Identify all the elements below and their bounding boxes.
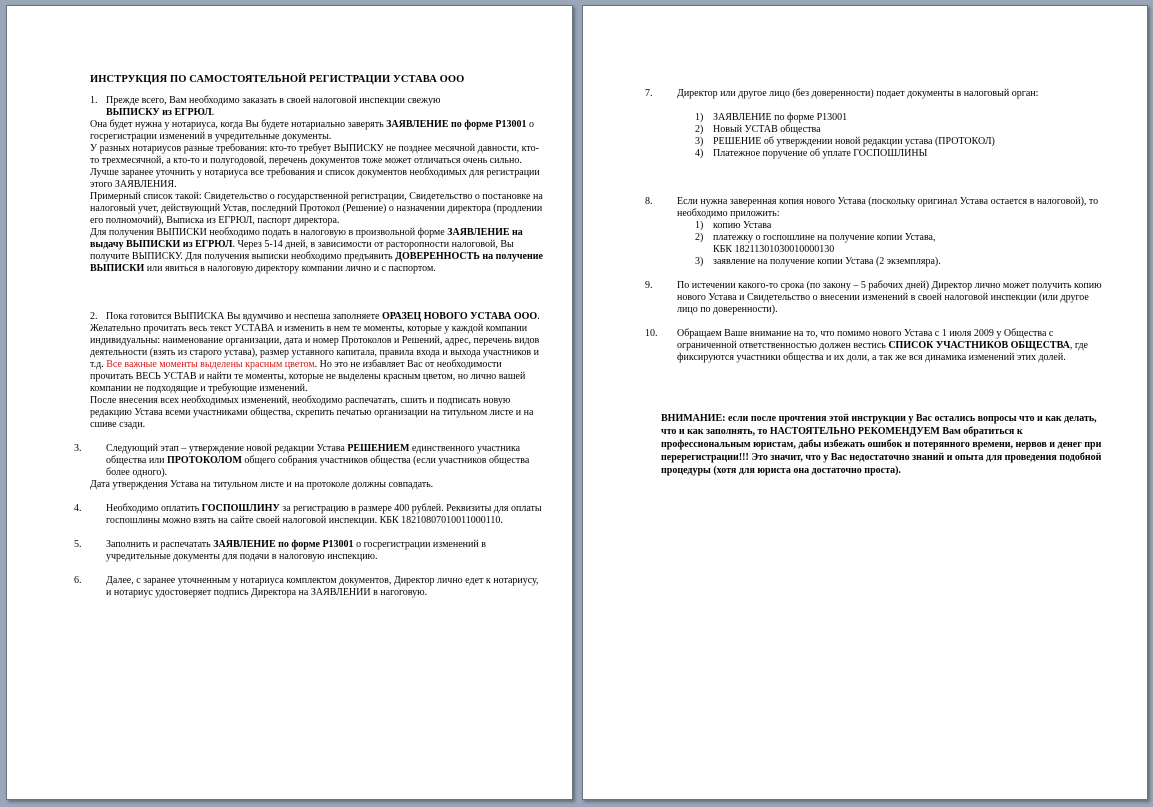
- copy-documents-list: [695, 220, 1105, 268]
- list-item: 1) копию Устава: [695, 220, 772, 231]
- section-2: 2. Пока готовится ВЫПИСКА Вы вдумчиво и неспеша заполняете ОРАЗЕЦ НОВОГО УСТАВА ООО. Желательно прочитать весь текст УСТАВА и изменить в нем те моменты, которые у каждой компании индивидуальны: наименование организации, дата и номер Протоколов и Решений, адрес, перечень видов деятельности (взять из старого устава), размер уставного капитала, правила входа и выхода участников и т.д. Все важные моменты выделены красным цветом. Но это не избавляет Вас от необходимости прочитать ВЕСЬ УСТАВ и найти те моменты, которые не выделены красным цветом, но лично вашей компании не подходящие и требующие изменений. После внесения всех необходимых изменений, необходимо распечатать, сшить и подписать новую редакцию Устава всеми участниками общества, скрепить печатью организации на титульном листе и на сшиве сзади.: [90, 311, 540, 430]
- section-number: 5.: [74, 539, 82, 550]
- section-7: 7. Директор или другое лицо (без доверенности) подает документы в налоговый орган: 1) ЗАЯВЛЕНИЕ по форме Р13001 2) Новый УСТАВ общества 3) РЕШЕНИЕ об утверждении новой редакции устава (ПРОТОКОЛ) 4) Платежное поручение об уплате ГОСПОШЛИНЫ: [661, 88, 1105, 160]
- list-item: 2) платежку о госпошлине на получение копии Устава,: [695, 232, 936, 243]
- list-item-continuation: КБК 18211301030010000130: [713, 244, 835, 255]
- list-item: 3) РЕШЕНИЕ об утверждении новой редакции устава (ПРОТОКОЛ): [695, 136, 995, 147]
- section-3: 3. Следующий этап – утверждение новой редакции Устава РЕШЕНИЕМ единственного участника общества или ПРОТОКОЛОМ общего собрания участников общества (если участников общества более одного). Дата утверждения Устава на титульном листе и на протоколе должны совпадать.: [74, 443, 530, 490]
- list-item: 2) Новый УСТАВ общества: [695, 124, 821, 135]
- section-number: 6.: [74, 575, 82, 586]
- section-4: 4. Необходимо оплатить ГОСПОШЛИНУ за регистрацию в размере 400 рублей. Реквизиты для оплаты госпошлины можно взять на сайте своей налоговой инспекции. КБК 18210807010011000110.: [74, 503, 542, 526]
- section-number: 1.: [90, 95, 98, 106]
- section-number: 3.: [74, 443, 82, 454]
- page-2-body: [645, 88, 1105, 477]
- highlighted-red-text: Все важные моменты выделены красным цветом: [106, 359, 315, 370]
- list-item: 1) ЗАЯВЛЕНИЕ по форме Р13001: [695, 112, 848, 123]
- required-documents-list: [695, 112, 1105, 160]
- warning-notice: ВНИМАНИЕ: если после прочтения этой инструкции у Вас остались вопросы что и как делать, что и как заполнять, то НАСТОЯТЕЛЬНО РЕКОМЕНДУЕМ Вам обратиться к профессиональным юристам, дабы избежать ошибок и потерянного времени, нервов и денег при перерегистрации!!! Это значит, что у Вас недостаточно знаний и опыта для проведения подобной процедуры (хотя для юриста она достаточно проста).: [661, 413, 1102, 476]
- document-page-2: [582, 5, 1148, 800]
- section-number: 10.: [645, 328, 658, 339]
- section-1: 1. Прежде всего, Вам необходимо заказать в своей налоговой инспекции свежую ВЫПИСКУ из ЕГРЮЛ. Она будет нужна у нотариуса, когда Вы будете нотариально заверять ЗАЯВЛЕНИЕ по форме Р13001 о госрегистрации изменений в учредительные документы. У разных нотариусов разные требования: кто-то требует ВЫПИСКУ не позднее месячной давности, кто-то трехмесячной, а кто-то и полугодовой, перечень документов тоже может отличаться очень сильно. Лучше заранее уточнить у нотариуса все требования и список документов необходимых для регистрации этого ЗАЯВЛЕНИЯ. Примерный список такой: Свидетельство о государственной регистрации, Свидетельство о постановке на налоговый учет, действующий Устав, последний Протокол (Решение) о назначении директора (продлении его полномочий), Выписка из ЕГРЮЛ, паспорт директора. Для получения ВЫПИСКИ необходимо подать в налоговую в произвольной форме ЗАЯВЛЕНИЕ на выдачу ВЫПИСКИ из ЕГРЮЛ. Через 5-14 дней, в зависимости от расторопности налоговой, Вы получите ВЫПИСКУ. Для получения выписки необходимо предъявить ДОВЕРЕННОСТЬ на получение ВЫПИСКИ или явиться в налоговую директору компании лично и с паспортом.: [90, 95, 543, 274]
- section-9: 9. По истечении какого-то срока (по закону – 5 рабочих дней) Директор лично может получить копию нового Устава и Свидетельство о внесении изменений в своей налоговой инспекции (или другое лицо по доверенности).: [645, 280, 1102, 315]
- section-number: 4.: [74, 503, 82, 514]
- section-8: 8. Если нужна заверенная копия нового Устава (поскольку оригинал Устава остается в налоговой), то необходимо приложить: 1) копию Устава 2) платежку о госпошлине на получение копии Устава, КБК 18211301030010000130 3) заявление на получение копии Устава (2 экземпляра).: [661, 196, 1105, 268]
- section-6: 6. Далее, с заранее уточненным у нотариуса комплектом документов, Директор лично едет к нотариусу, и нотариус удостоверяет подпись Директора на ЗАЯВЛЕНИИ в нагоговую.: [74, 575, 539, 598]
- document-page-1: [6, 5, 573, 800]
- section-5: 5. Заполнить и распечатать ЗАЯВЛЕНИЕ по форме Р13001 о госрегистрации изменений в учредительные документы для подачи в налоговую инспекцию.: [74, 539, 486, 562]
- page-1-body: [74, 95, 544, 599]
- list-item: 4) Платежное поручение об уплате ГОСПОШЛИНЫ: [695, 148, 928, 159]
- section-number: 2.: [90, 311, 98, 322]
- document-title: ИНСТРУКЦИЯ ПО САМОСТОЯТЕЛЬНОЙ РЕГИСТРАЦИИ УСТАВА ООО: [90, 74, 465, 85]
- section-number: 7.: [645, 88, 653, 99]
- section-number: 9.: [645, 280, 653, 291]
- section-number: 8.: [645, 196, 653, 207]
- list-item: 3) заявление на получение копии Устава (2 экземпляра).: [695, 256, 941, 267]
- section-10: 10. Обращаем Ваше внимание на то, что помимо нового Устава с 1 июля 2009 у Общества с ограниченной ответственностью должен вестись СПИСОК УЧАСТНИКОВ ОБЩЕСТВА, где фиксируются участники общества и их доли, а так же вся динамика изменений этих долей.: [645, 328, 1088, 363]
